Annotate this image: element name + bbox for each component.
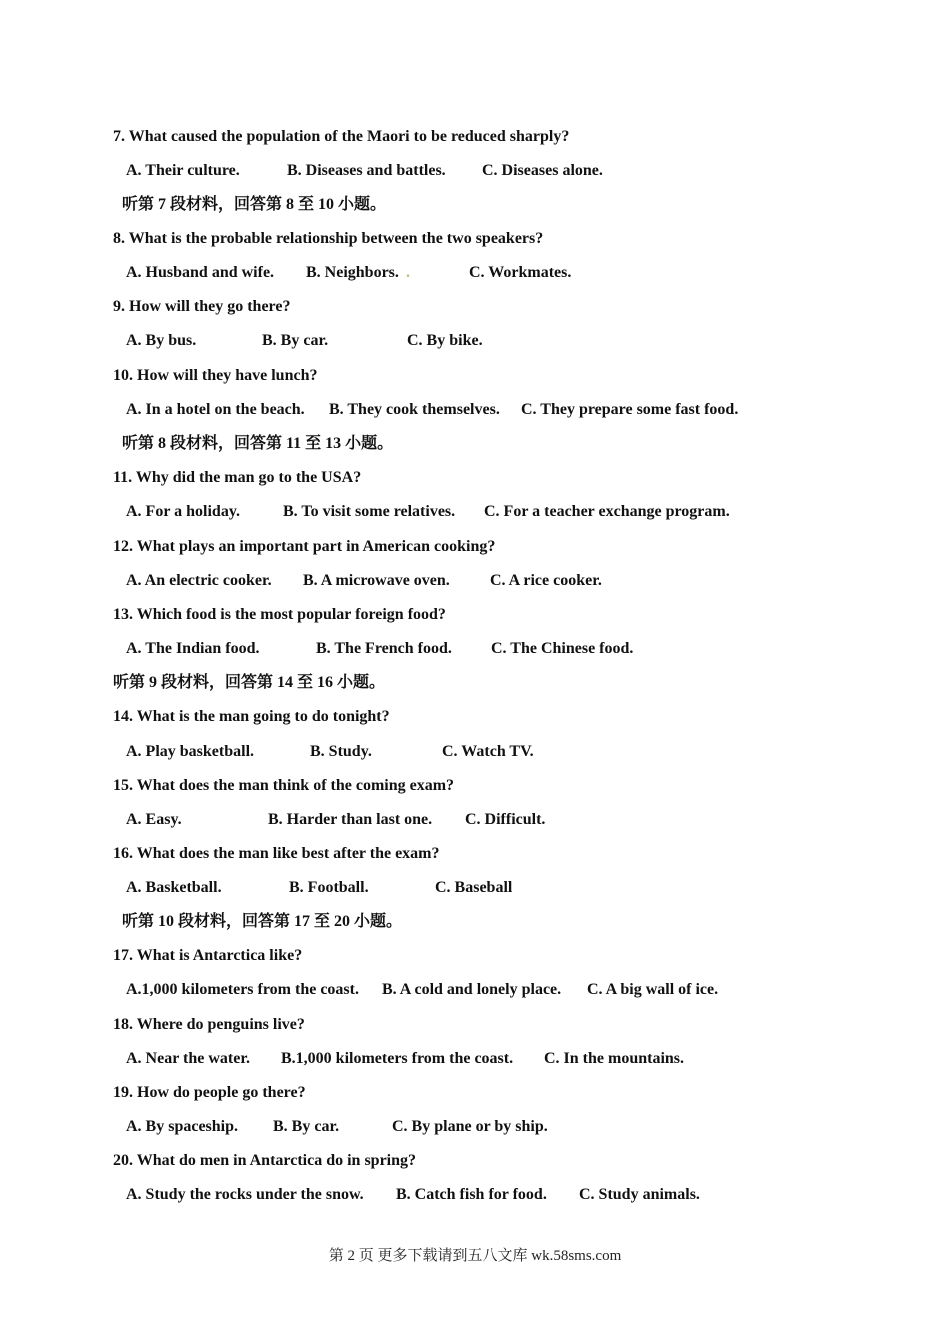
option-c: C. By plane or by ship. xyxy=(392,1118,548,1135)
question-text: 18. Where do penguins live? xyxy=(113,1016,305,1033)
option-b: B.1,000 kilometers from the coast. xyxy=(281,1050,514,1067)
question-text: 7. What caused the population of the Maori to be reduced sharply? xyxy=(113,128,570,145)
option-c: C. Study animals. xyxy=(579,1186,700,1203)
option-c: C. Diseases alone. xyxy=(482,162,603,179)
question-text: 8. What is the probable relationship between the two speakers? xyxy=(113,230,544,247)
option-a: A. Basketball. xyxy=(126,879,222,896)
option-b: B. Harder than last one. xyxy=(268,811,433,828)
option-b: B. By car. xyxy=(273,1118,340,1135)
option-c: C. In the mountains. xyxy=(544,1050,685,1067)
option-b: B. Catch fish for food. xyxy=(396,1186,547,1203)
option-c: C. For a teacher exchange program. xyxy=(484,503,730,520)
option-a: A. Near the water. xyxy=(126,1050,250,1067)
question-text: 13. Which food is the most popular foreign food? xyxy=(113,606,446,623)
section-instruction: 听第 9 段材料，回答第 14 至 16 小题。 xyxy=(113,674,386,691)
option-a: A. Their culture. xyxy=(126,162,240,179)
option-a: A. Easy. xyxy=(126,811,182,828)
option-b: B. The French food. xyxy=(316,640,452,657)
option-b: B. Diseases and battles. xyxy=(287,162,446,179)
page-footer: 第 2 页 更多下载请到五八文库 wk.58sms.com xyxy=(328,1248,622,1264)
question-text: 19. How do people go there? xyxy=(113,1084,306,1101)
option-b: B. Football. xyxy=(289,879,369,896)
question-text: 20. What do men in Antarctica do in spring? xyxy=(113,1152,417,1169)
option-c: C. Difficult. xyxy=(465,811,546,828)
option-b: B. To visit some relatives. xyxy=(283,503,456,520)
question-text: 16. What does the man like best after the exam? xyxy=(113,845,440,862)
section-instruction: 听第 7 段材料，回答第 8 至 10 小题。 xyxy=(122,196,387,213)
option-a: A. Play basketball. xyxy=(126,743,255,760)
question-text: 10. How will they have lunch? xyxy=(113,367,318,384)
option-b: B. A cold and lonely place. xyxy=(382,981,562,998)
option-b: B. A microwave oven. xyxy=(303,572,450,589)
option-c: C. Workmates. xyxy=(469,264,572,281)
option-a: A. An electric cooker. xyxy=(126,572,272,589)
section-instruction: 听第 8 段材料，回答第 11 至 13 小题。 xyxy=(122,435,394,452)
option-a: A. Study the rocks under the snow. xyxy=(126,1186,364,1203)
option-a: A. For a holiday. xyxy=(126,503,240,520)
question-text: 15. What does the man think of the coming exam? xyxy=(113,777,455,794)
option-c: C. The Chinese food. xyxy=(491,640,634,657)
question-text: 11. Why did the man go to the USA? xyxy=(113,469,362,486)
option-c: C. They prepare some fast food. xyxy=(521,401,739,418)
option-c: C. A rice cooker. xyxy=(490,572,602,589)
question-text: 17. What is Antarctica like? xyxy=(113,947,303,964)
option-b: B. They cook themselves. xyxy=(329,401,500,418)
option-a: A. By bus. xyxy=(126,332,197,349)
option-a: A.1,000 kilometers from the coast. xyxy=(126,981,359,998)
stray-mark: . xyxy=(406,264,410,281)
option-c: C. Baseball xyxy=(435,879,513,896)
question-text: 12. What plays an important part in American cooking? xyxy=(113,538,496,555)
option-a: A. By spaceship. xyxy=(126,1118,239,1135)
question-text: 9. How will they go there? xyxy=(113,298,291,315)
option-a: A. In a hotel on the beach. xyxy=(126,401,305,418)
option-c: C. By bike. xyxy=(407,332,483,349)
option-b: B. By car. xyxy=(262,332,329,349)
section-instruction: 听第 10 段材料，回答第 17 至 20 小题。 xyxy=(122,913,403,930)
option-b: B. Study. xyxy=(310,743,372,760)
question-text: 14. What is the man going to do tonight? xyxy=(113,708,390,725)
option-a: A. Husband and wife. xyxy=(126,264,275,281)
option-a: A. The Indian food. xyxy=(126,640,260,657)
option-b: B. Neighbors. xyxy=(306,264,399,281)
option-c: C. A big wall of ice. xyxy=(587,981,719,998)
option-c: C. Watch TV. xyxy=(442,743,534,760)
